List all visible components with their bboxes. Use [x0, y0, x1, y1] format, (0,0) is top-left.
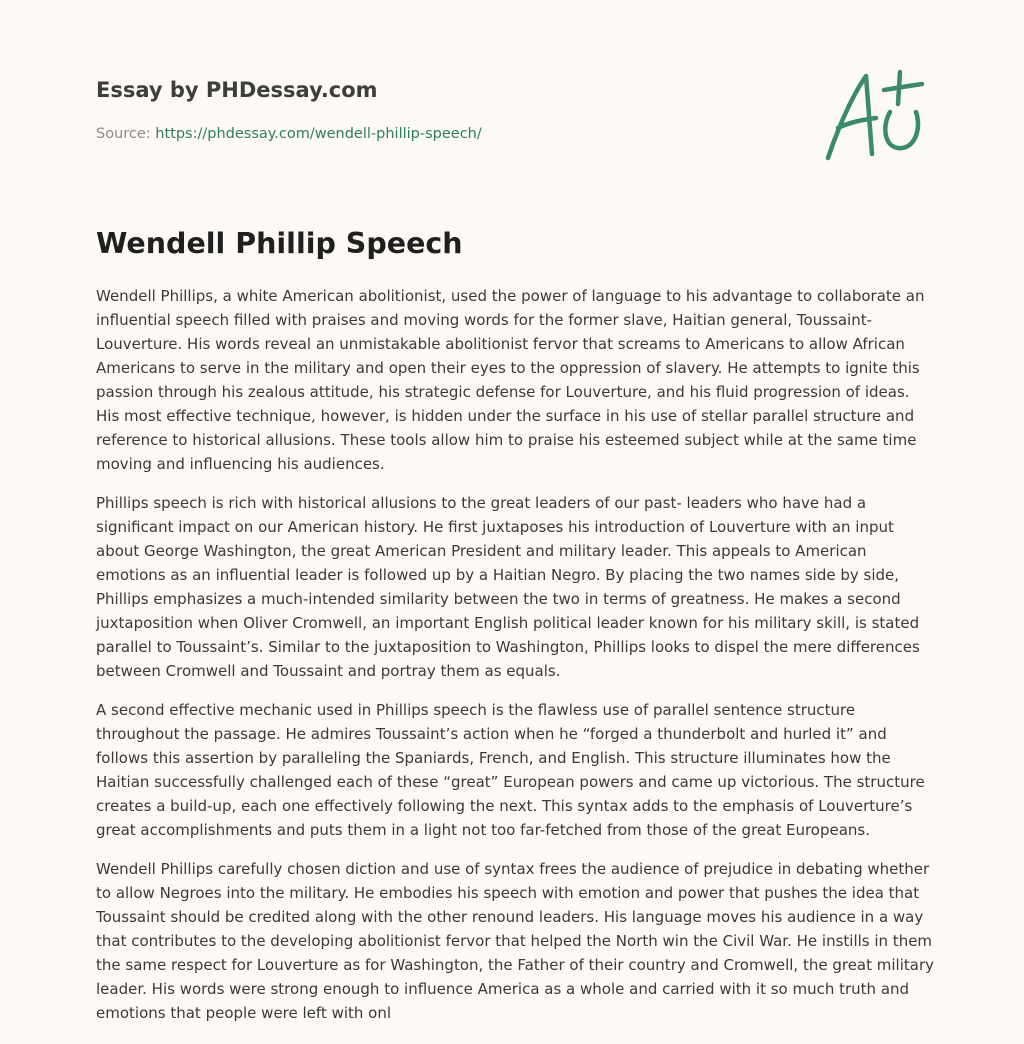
- page-title: Wendell Phillip Speech: [96, 227, 463, 260]
- source-link[interactable]: https://phdessay.com/wendell-phillip-speech/: [155, 126, 482, 142]
- brand-title: Essay by PHDessay.com: [96, 78, 378, 102]
- source-label: Source:: [96, 126, 151, 142]
- article-paragraph: Phillips speech is rich with historical allusions to the great leaders of our past- leaders who have had a significant impact on our American history. He first juxtaposes his introduction of Louverture with an input about George Washington, the great American President and military leader. This appeals to American emotions as an influential leader is followed up by a Haitian Negro. By placing the two names side by side, Phillips emphasizes a much-intended similarity between the two in terms of greatness. He makes a second juxtaposition when Oliver Cromwell, an important English political leader known for his military skill, is stated parallel to Toussaint’s. Similar to the juxtaposition to Washington, Phillips looks to dispel the mere differences between Cromwell and Toussaint and portray them as equals.: [96, 494, 920, 680]
- article-paragraph: Wendell Phillips carefully chosen diction and use of syntax frees the audience of prejudice in debating whether to allow Negroes into the military. He embodies his speech with emotion and power that pushes the idea that Toussaint should be credited along with the other renound leaders. His language moves his audience in a way that contributes to the developing abolitionist fervor that helped the North win the Civil War. He instills in them the same respect for Louverture as for Washington, the Father of their country and Cromwell, the great military leader. His words were strong enough to influence America as a whole and carried with it so much truth and emotions that people were left with onl: [96, 860, 935, 1022]
- source-line: [96, 124, 796, 144]
- essay-header: [96, 76, 796, 144]
- a-plus-logo-icon: [818, 66, 930, 166]
- article-paragraph: A second effective mechanic used in Phillips speech is the flawless use of parallel sentence structure throughout the passage. He admires Toussaint’s action when he “forged a thunderbolt and hurled it” and follows this assertion by paralleling the Spaniards, French, and English. This structure illuminates how the Haitian successfully challenged each of these “great” European powers and came up victorious. The structure creates a build-up, each one effectively following the next. This syntax adds to the emphasis of Louverture’s great accomplishments and puts them in a light not too far-fetched from those of the great Europeans.: [96, 701, 925, 839]
- article-body: [96, 284, 934, 1040]
- article-paragraph: Wendell Phillips, a white American abolitionist, used the power of language to his advantage to collaborate an influential speech filled with praises and moving words for the former slave, Haitian general, Toussaint-Louverture. His words reveal an unmistakable abolitionist fervor that screams to Americans to allow African Americans to serve in the military and open their eyes to the oppression of slavery. He attempts to ignite this passion through his zealous attitude, his strategic defense for Louverture, and his fluid progression of ideas. His most effective technique, however, is hidden under the surface in his use of stellar parallel structure and reference to historical allusions. These tools allow him to praise his esteemed subject while at the same time moving and influencing his audiences.: [96, 287, 925, 473]
